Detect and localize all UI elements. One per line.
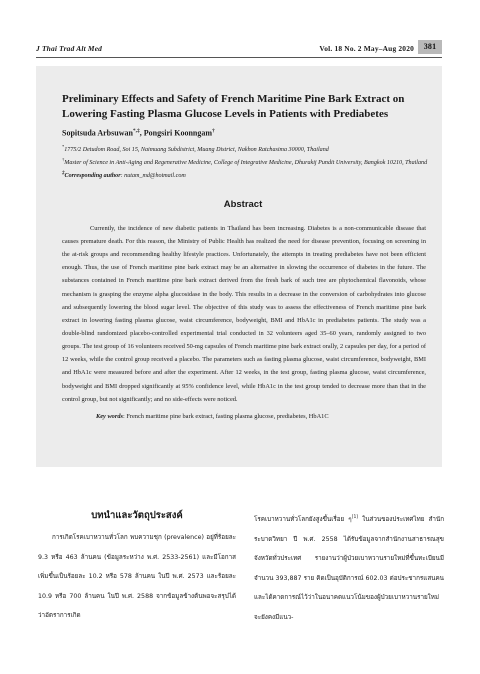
corresponding-author	[62, 168, 428, 181]
author-mark: †	[212, 128, 215, 134]
abstract-box	[36, 66, 442, 467]
author-name: Pongsiri Koonngam	[143, 128, 213, 138]
thai-paragraph: การเกิดโรคเบาหวานทั่วโลก พบความชุก (prevalence) อยู่ที่ร้อยละ 9.3 หรือ 463 ล้านคน (ข้อมูลระหว่าง พ.ศ. 2533-2561) และมีโอกาสเพิ่มขึ้นเป็นร้อยละ 10.2 หรือ 578 ล้านคน ในปี พ.ศ. 2573 และร้อยละ 10.9 หรือ 700 ล้านคน ในปี พ.ศ. 2588 จากข้อมูลข้างต้นพอจะสรุปได้ว่าอัตราการเกิด	[38, 534, 236, 619]
affiliation	[62, 155, 428, 168]
article-title: Preliminary Effects and Safety of French Maritime Pine Bark Extract on Lowering Fasting Plasma Glucose Levels in Patients with Prediabetes	[62, 93, 405, 120]
page-number: 381	[418, 40, 442, 54]
affiliation-mark: *	[62, 143, 65, 149]
keywords-text: : French maritime pine bark extract, fasting plasma glucose, prediabetes, HbA1C	[122, 412, 329, 420]
author-mark: *,‡	[132, 128, 140, 134]
affiliation-text: Master of Science in Anti-Aging and Regenerative Medicine, College of Integrative Medicine, Dhurakij Pundit University, Bangkok 10210, Thailand	[64, 159, 428, 166]
issue-info: Vol. 18 No. 2 May–Aug 2020	[319, 44, 414, 53]
author-line	[62, 128, 428, 138]
journal-name: J Thai Trad Alt Med	[36, 44, 103, 53]
thai-left-column	[38, 506, 236, 626]
thai-paragraph: โรคเบาหวานทั่วโลกยังสูงขึ้นเรื่อย ๆ	[254, 516, 352, 524]
author-separator: ,	[139, 128, 144, 138]
author-name: Sopitsuda Arbsuwan	[62, 128, 133, 138]
corresponding-mark: ‡	[62, 169, 65, 176]
affiliation-mark: †	[62, 156, 65, 162]
abstract-body: Currently, the incidence of new diabetic patients in Thailand has been increasing. Diabetes is a non-communicable disease that causes premature death. For this reason, the Ministry of Public Health has realized the need for disease prevention, focusing on screening in the at-risk groups and recommending healthy lifestyle practices. Unfortunately, the attempts in treating prediabetes have not been efficient enough. Thus, the use of French maritime pine bark extract may be an alternative in slowing the occurrence of diabetes in the future. The substances contained in French maritime pine bark extract derived from the fresh bark of such tree are phytochemical flavonoids, whose mechanism is grasping the enzyme alpha glucosidase in the body. This results in a decrease in the conversion of carbohydrates into glucose and subsequently lowering the blood sugar level. The objective of this study was to assess the effectiveness of French maritime pine bark extract in lowering fasting plasma glucose, waist circumference, bodyweight, BMI and HbA1c in prediabetes patients. The study was a double-blind randomized placebo-controlled experimental trial conducted in 32 volunteers aged 35–60 years, randomly assigned to two groups. The test group of 16 volunteers received 50-mg capsules of French maritime pine bark extract orally, 2 capsules per day, for a period of 12 weeks, while the control group received a placebo. The parameters such as fasting plasma glucose, waist circumference, bodyweight, BMI and HbA1c were measured before and after the experiment. After 12 weeks, in the test group, fasting plasma glucose, waist circumference, bodyweight and BMI dropped significantly at 95% confidence level, while HbA1c in the test group tended to decrease more than that in the control group, but not significantly; and no side-effects were noticed.	[62, 224, 426, 403]
running-header	[36, 40, 442, 56]
affiliation-text: 1775/2 Detudom Road, Soi 15, Naimuang Subdistrict, Muang District, Nakhon Ratchasima 30000, Thailand	[64, 146, 329, 153]
header-rule	[36, 57, 442, 58]
keywords	[96, 413, 428, 420]
thai-paragraph-cont: ในส่วนของประเทศไทย สำนักระบาดวิทยา ปี พ.ศ. 2558 ได้รับข้อมูลจากสำนักงานสาธารณสุขจังหวัดทั่วประเทศ รายงานว่าผู้ป่วยเบาหวานรายใหม่ที่ขึ้นทะเบียนมีจำนวน 393,887 ราย คิดเป็นอุบัติการณ์ 602.03 ต่อประชากรแสนคน และได้คาดการณ์ไว้ว่าในอนาคตแนวโน้มของผู้ป่วยเบาหวานรายใหม่ จะยังคงมีแนว-	[254, 516, 445, 621]
corresponding-label: Corresponding author	[64, 172, 121, 179]
abstract-heading: Abstract	[223, 198, 263, 210]
thai-right-column	[254, 508, 444, 627]
corresponding-email[interactable]: : nutam_md@hotmail.com	[120, 172, 186, 179]
keywords-label: Key words	[96, 412, 123, 420]
affiliation	[62, 142, 428, 155]
citation-mark: [1]	[351, 515, 359, 520]
section-heading: บทนำและวัตถุประสงค์	[91, 510, 183, 521]
